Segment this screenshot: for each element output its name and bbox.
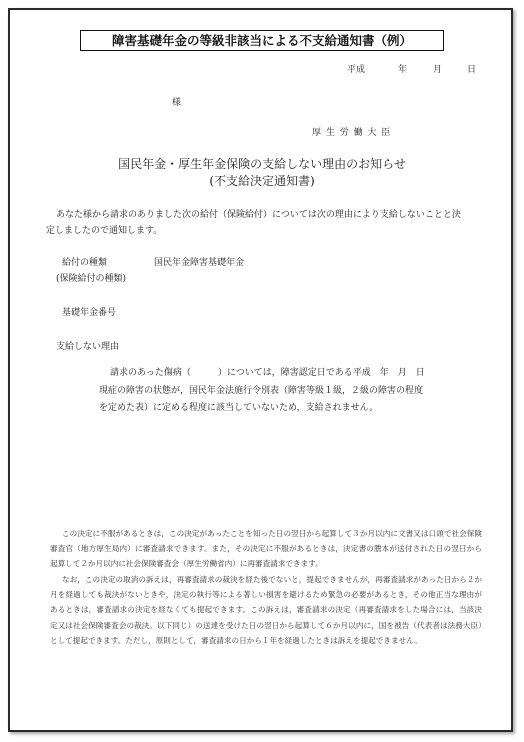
notice-subheading: (不支給決定通知書) (209, 174, 315, 188)
addressee-honorific: 様 (172, 98, 182, 108)
benefit-type-sub-label: (保険給付の種類) (56, 274, 127, 284)
notice-heading: 国民年金・厚生年金保険の支給しない理由のお知らせ (118, 157, 406, 171)
date-month-label: 月 (433, 65, 443, 75)
sender-name: 厚 生 労 働 大 臣 (312, 128, 392, 138)
document-title: 障害基礎年金の等級非該当による不支給通知書（例） (80, 30, 444, 51)
appeal-notice-paragraph-2: なお，この決定の取消の訴えは，再審査請求の裁決を経た後でないと，提起できませんが，再審査請求があった日から２か月を経過しても裁決がないときや，決定の執行等による著しい損害を避けるため緊急の必要があるとき，その他正当な理由があるときは，審査請求の決定を経なくても提起できます。この訴えは，審査請求の決定（再審査請求をした場合には，当該決定又は社会保険審査会の裁決。以下同じ）の送達を受けた日の翌日から起算して６か月以内に，国を被告（代表者は法務大臣）として提起できます。ただし，原則として，審査請求の日から１年を経過したときは訴えを提起できません。 (50, 575, 482, 645)
intro-text-line2: 定しましたので通知します。 (46, 226, 163, 236)
date-year-label: 年 (398, 65, 408, 75)
reason-label: 支給しない理由 (56, 342, 120, 352)
appeal-notice-paragraph-1: この決定に不服があるときは，この決定があったことを知った日の翌日から起算して３か月以内に文書又は口頭で社会保険審査官（地方厚生局内）に審査請求できます。また，その決定に不服があるときは，決定書の謄本が送付された日の翌日から起算して２か月以内に社会保険審査会（厚生労働省内）に再審査請求できます。 (50, 529, 482, 569)
pension-number-label: 基礎年金番号 (62, 308, 117, 318)
reason-text-line1: 請求のあった傷病（ ）については，障害認定日である平成 年 月 日 (110, 368, 425, 378)
date-day-label: 日 (467, 65, 477, 75)
intro-text-line1: あなた様から請求のありました次の給付（保険給付）については次の理由により支給しないことと決 (56, 210, 461, 220)
date-era: 平成 (347, 65, 366, 75)
benefit-type-label: 給付の種類 (62, 258, 108, 268)
benefit-type-value: 国民年金障害基礎年金 (154, 258, 245, 268)
reason-text-line2: 現症の障害の状態が，国民年金法施行令別表（障害等級１級，２級の障害の程度 (99, 386, 424, 396)
reason-text-line3: を定めた表）に定める程度に該当していないため，支給されません。 (99, 403, 379, 413)
